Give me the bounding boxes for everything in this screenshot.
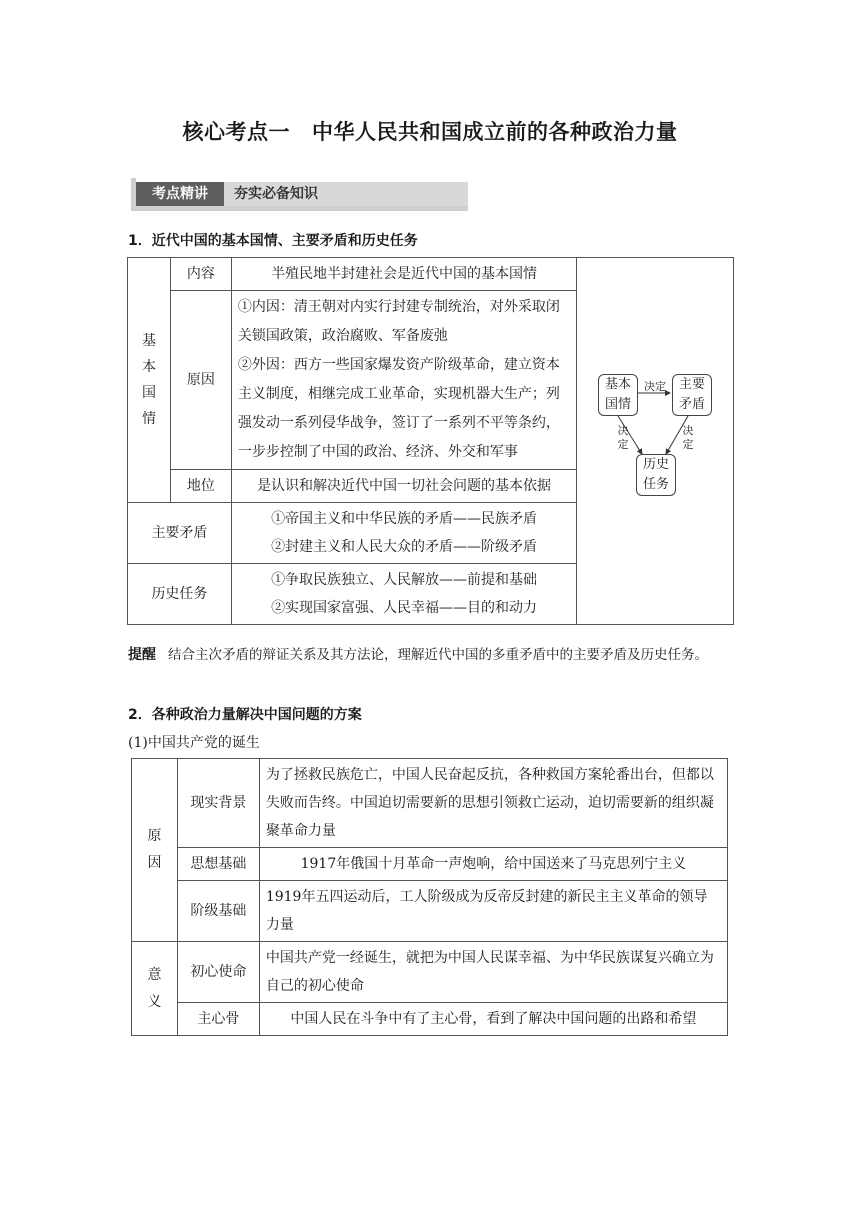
edge-label-ab: 决定 bbox=[644, 380, 666, 393]
reminder-note bbox=[128, 640, 738, 670]
row-label: 地位 bbox=[170, 470, 231, 503]
section-heading-2: 2．各种政治力量解决中国问题的方案 bbox=[128, 707, 362, 723]
title-part-a: 核心考点一 bbox=[182, 120, 290, 144]
row-label: 原因 bbox=[170, 291, 231, 470]
edge-label-bc: 决定 bbox=[682, 424, 694, 451]
row-text: ①争取民族独立、人民解放——前提和基础 ②实现国家富强、人民幸福——目的和动力 bbox=[231, 564, 576, 625]
row-text: 中国共产党一经诞生，就把为中国人民谋幸福、为中华民族谋复兴确立为自己的初心使命 bbox=[259, 942, 727, 1003]
group-label: 基本国情 bbox=[128, 258, 171, 503]
node-historical-task: 历史任务 bbox=[636, 454, 676, 496]
row-label: 内容 bbox=[170, 258, 231, 291]
node-main-contradiction: 主要矛盾 bbox=[672, 374, 712, 416]
row-label: 初心使命 bbox=[177, 942, 259, 1003]
node-basic-conditions: 基本国情 bbox=[598, 374, 638, 416]
row-text: ①帝国主义和中华民族的矛盾——民族矛盾 ②封建主义和人民大众的矛盾——阶级矛盾 bbox=[231, 503, 576, 564]
group-label: 意义 bbox=[132, 942, 178, 1036]
row-label: 阶级基础 bbox=[177, 881, 259, 942]
row-label: 思想基础 bbox=[177, 848, 259, 881]
row-text: 中国人民在斗争中有了主心骨，看到了解决中国问题的出路和希望 bbox=[259, 1003, 727, 1036]
banner-text: 夯实必备知识 bbox=[224, 182, 468, 206]
row-label: 主要矛盾 bbox=[128, 503, 232, 564]
section-banner bbox=[131, 178, 468, 211]
reminder-text: 结合主次矛盾的辩证关系及其方法论，理解近代中国的多重矛盾中的主要矛盾及历史任务。 bbox=[168, 647, 708, 663]
row-text: 为了拯救民族危亡，中国人民奋起反抗，各种救国方案轮番出台，但都以失败而告终。中国迫切需要新的思想引领救亡运动，迫切需要新的组织凝聚革命力量 bbox=[259, 759, 727, 848]
row-label: 现实背景 bbox=[177, 759, 259, 848]
title-part-b: 中华人民共和国成立前的各种政治力量 bbox=[312, 120, 678, 144]
page-title bbox=[0, 116, 860, 146]
edge-label-ac: 决定 bbox=[617, 424, 629, 451]
banner-tag: 考点精讲 bbox=[136, 182, 224, 206]
row-text: 1919年五四运动后，工人阶级成为反帝反封建的新民主主义革命的领导力量 bbox=[259, 881, 727, 942]
section-heading-1: 1．近代中国的基本国情、主要矛盾和历史任务 bbox=[128, 233, 418, 249]
row-text: 是认识和解决近代中国一切社会问题的基本依据 bbox=[231, 470, 576, 503]
sub-heading-1: (1)中国共产党的诞生 bbox=[128, 735, 260, 751]
row-label: 历史任务 bbox=[128, 564, 232, 625]
row-text: 半殖民地半封建社会是近代中国的基本国情 bbox=[231, 258, 576, 291]
group-label: 原因 bbox=[132, 759, 178, 942]
table-party-founding bbox=[131, 758, 728, 1036]
row-text: ①内因：清王朝对内实行封建专制统治，对外采取闭关锁国政策，政治腐败、军备废弛 ②外因：西方一些国家爆发资产阶级革命，建立资本主义制度，相继完成工业革命，实现机器大生产；列强发动一系列侵华战争，签订了一系列不平等条约，一步步控制了中国的政治、经济、外交和军事 bbox=[231, 291, 576, 470]
row-text: 1917年俄国十月革命一声炮响，给中国送来了马克思列宁主义 bbox=[259, 848, 727, 881]
reminder-label: 提醒 bbox=[128, 647, 156, 663]
row-label: 主心骨 bbox=[177, 1003, 259, 1036]
